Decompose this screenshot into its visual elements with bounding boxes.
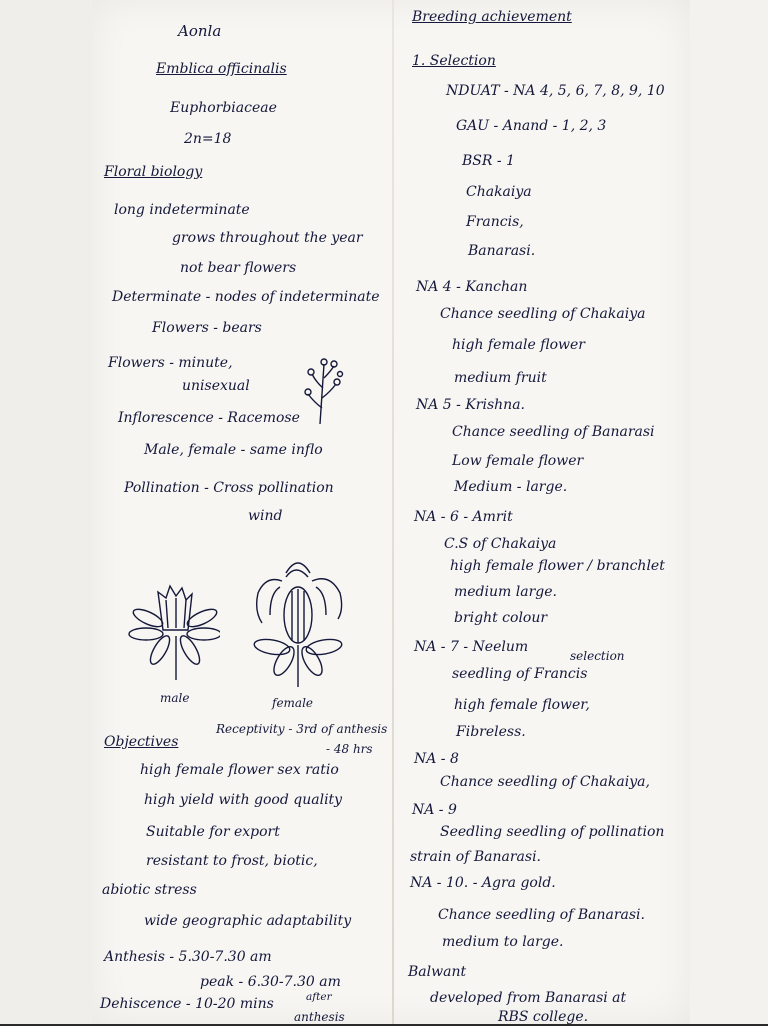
- selection-item: GAU - Anand - 1, 2, 3: [456, 118, 607, 134]
- chromosome-number: 2n=18: [184, 131, 232, 147]
- variety-na10: NA - 10. - Agra gold.: [410, 875, 556, 891]
- floral-note: unisexual: [182, 378, 250, 394]
- selection-item: NDUAT - NA 4, 5, 6, 7, 8, 9, 10: [446, 83, 665, 99]
- receptivity-hours: - 48 hrs: [326, 742, 373, 756]
- selection-item: Chakaiya: [466, 184, 532, 200]
- male-flower-label: male: [160, 691, 190, 705]
- dehiscence-anthesis: anthesis: [294, 1010, 345, 1024]
- variety-note: high female flower / branchlet: [450, 558, 665, 574]
- variety-note: Fibreless.: [456, 724, 526, 740]
- variety-note: RBS college.: [498, 1009, 589, 1025]
- variety-na9: NA - 9: [412, 802, 457, 818]
- page-margin-left: [0, 0, 92, 1024]
- raceme-sketch: [300, 356, 350, 426]
- floral-note: Inflorescence - Racemose: [118, 410, 300, 426]
- variety-note: C.S of Chakaiya: [444, 536, 557, 552]
- objective-item: high yield with good quality: [144, 792, 343, 808]
- botanical-name: Emblica officinalis: [156, 61, 287, 77]
- variety-note: Chance seedling of Banarasi.: [438, 907, 645, 923]
- page-title: Aonla: [178, 22, 222, 40]
- variety-note: medium fruit: [454, 370, 547, 386]
- variety-na5: NA 5 - Krishna.: [416, 397, 525, 413]
- variety-note: Chance seedling of Chakaiya: [440, 306, 646, 322]
- objective-item: Suitable for export: [146, 824, 280, 840]
- floral-note: Flowers - bears: [152, 320, 262, 336]
- variety-note: bright colour: [454, 610, 548, 626]
- column-divider: [392, 0, 394, 1024]
- variety-note: medium to large.: [442, 934, 564, 950]
- floral-note: wind: [248, 508, 283, 524]
- female-flower-sketch: [246, 553, 350, 691]
- objectives-heading: Objectives: [104, 734, 179, 750]
- receptivity-note: Receptivity - 3rd of anthesis: [216, 722, 388, 736]
- selection-item: Francis,: [466, 214, 524, 230]
- floral-note: Determinate - nodes of indeterminate: [112, 289, 380, 305]
- floral-note: Male, female - same inflo: [144, 442, 323, 458]
- variety-balwant: Balwant: [408, 964, 467, 980]
- variety-note: Low female flower: [452, 453, 584, 469]
- objective-item: wide geographic adaptability: [144, 913, 352, 929]
- selection-item: BSR - 1: [462, 153, 515, 169]
- variety-note: high female flower,: [454, 697, 590, 713]
- variety-note: Medium - large.: [454, 479, 568, 495]
- variety-na8: NA - 8: [414, 751, 459, 767]
- floral-biology-heading: Floral biology: [104, 164, 203, 180]
- dehiscence-after: after: [306, 991, 332, 1003]
- anthesis-peak: peak - 6.30-7.30 am: [200, 974, 341, 990]
- page-margin-right: [690, 0, 768, 1024]
- variety-note: seedling of Francis: [452, 666, 588, 682]
- variety-note: strain of Banarasi.: [410, 849, 542, 865]
- female-flower-label: female: [272, 696, 314, 710]
- floral-note: long indeterminate: [114, 202, 250, 218]
- objective-item: abiotic stress: [102, 882, 197, 898]
- floral-note: Flowers - minute,: [108, 355, 233, 371]
- variety-na7: NA - 7 - Neelum: [414, 639, 529, 655]
- variety-note: high female flower: [452, 337, 585, 353]
- floral-note: grows throughout the year: [172, 230, 363, 246]
- variety-note: developed from Banarasi at: [430, 990, 627, 1006]
- selection-heading: 1. Selection: [412, 53, 496, 69]
- selection-item: Banarasi.: [468, 243, 536, 259]
- male-flower-sketch: [128, 570, 220, 685]
- floral-note: Pollination - Cross pollination: [124, 480, 334, 496]
- variety-note: medium large.: [454, 584, 557, 600]
- dehiscence-time: Dehiscence - 10-20 mins: [100, 996, 274, 1012]
- variety-note: Seedling seedling of pollination: [440, 824, 665, 840]
- breeding-heading: Breeding achievement: [412, 9, 572, 25]
- variety-na6: NA - 6 - Amrit: [414, 509, 513, 525]
- variety-note: Chance seedling of Banarasi: [452, 424, 655, 440]
- notebook-page: [92, 0, 690, 1024]
- anthesis-time: Anthesis - 5.30-7.30 am: [104, 949, 272, 965]
- variety-note: Chance seedling of Chakaiya,: [440, 774, 650, 790]
- variety-na4: NA 4 - Kanchan: [416, 279, 528, 295]
- floral-note: not bear flowers: [180, 260, 297, 276]
- objective-item: resistant to frost, biotic,: [146, 853, 318, 869]
- objective-item: high female flower sex ratio: [140, 762, 339, 778]
- variety-note: selection: [570, 649, 625, 663]
- family-name: Euphorbiaceae: [170, 100, 277, 116]
